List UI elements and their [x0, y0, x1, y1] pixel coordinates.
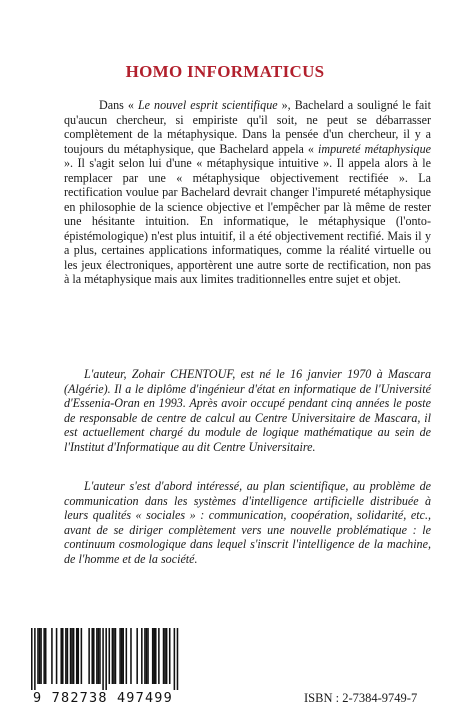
barcode-bar — [119, 628, 121, 684]
barcode-bar — [39, 628, 41, 684]
barcode-bar — [73, 628, 75, 684]
book-title: HOMO INFORMATICUS — [125, 62, 325, 81]
barcode-bar — [130, 628, 132, 684]
barcode-bar — [62, 628, 64, 684]
barcode-bar — [88, 628, 90, 684]
barcode-bar — [37, 628, 39, 684]
barcode-bar — [51, 628, 53, 684]
barcode-bar — [177, 628, 179, 690]
barcode-bar — [169, 628, 171, 684]
barcode-bar — [112, 628, 114, 684]
barcode-bar — [96, 628, 98, 684]
barcode-bar — [67, 628, 69, 684]
barcode-bar — [78, 628, 80, 684]
barcode-bar — [91, 628, 93, 684]
author-bio-text — [64, 367, 431, 454]
barcode-bars — [18, 628, 188, 690]
barcode-bar — [146, 628, 148, 684]
author-bio-paragraph — [64, 367, 431, 454]
barcode-bar — [31, 628, 33, 690]
author-research-text: L'auteur s'est d'abord intéressé, au plan scientifique, au problème de communication dans les systèmes d'intelligence artificielle distribuée à leurs qualités « sociales » : communication, coopération, solidarité, etc., avant de se diriger complètement vers une nouvelle problématique : le continuum cosmologique dans lequel s'inscrit l'intelligence de la machine, de l'homme et de la société. — [64, 479, 431, 566]
summary-text-part-c: ». Il s'agit selon lui d'une « métaphysique intuitive ». Il appela alors à le remplacer par une « métaphysique objectivement rectifiée ». La rectification voulue par Bachelard devrait changer l'impureté métaphysique en philosophie de la science objective et l'empêcher par là même de rester une hésitante intuition. En informatique, le métaphysique (l'onto-épistémologique) n'est plus intuitif, il a été objectivement rectifié. Mais il y a plus, certaines applications informatiques, comme la réalité virtuelle ou les jeux électroniques, apportèrent une autre sorte de rectification, non pas à la métaphysique mais aux limites traditionnelles entre sujet et objet. — [64, 156, 431, 286]
barcode-bar — [152, 628, 154, 684]
barcode-bar — [164, 628, 166, 684]
cited-work-title: Le nouvel esprit scientifique — [137, 98, 278, 112]
author-research-paragraph — [64, 479, 431, 566]
barcode-bar — [144, 628, 146, 684]
barcode-bar — [122, 628, 124, 684]
barcode-bar — [45, 628, 47, 684]
summary-text — [64, 98, 431, 287]
barcode-bar — [93, 628, 95, 684]
barcode-bar — [163, 628, 165, 684]
barcode-bar — [70, 628, 72, 684]
author-name: CHENTOUF — [170, 367, 233, 381]
barcode-bar — [126, 628, 128, 684]
barcode-bar — [105, 628, 107, 690]
barcode-bar — [136, 628, 138, 684]
barcode-bar — [113, 628, 115, 684]
barcode-bar — [166, 628, 168, 684]
barcode-bar — [81, 628, 83, 684]
barcode-bar — [40, 628, 42, 684]
barcode-bar — [147, 628, 149, 684]
barcode-bar — [60, 628, 62, 684]
barcode-bar — [109, 628, 111, 684]
isbn-label: ISBN : 2-7384-9749-7 — [304, 691, 418, 705]
barcode-bar — [141, 628, 143, 684]
summary-text-part-a: Dans « — [99, 98, 138, 112]
barcode-bar — [43, 628, 45, 684]
barcode-bar — [65, 628, 67, 684]
barcode-bar — [99, 628, 101, 684]
barcode-bar — [98, 628, 100, 684]
author-bio-part-b: , est né le 16 janvier 1970 à Mascara (Algérie). Il a le diplôme d'ingénieur d'état en informatique de l'Université d'Essenia-Oran en 1993. Après avoir occupé pendant cinq années le poste de responsable de centre de calcul au Centre Universitaire de Mascara, il est actuellement chargé du module de logique mathématique au sein de l'Institut d'Informatique au dit Centre Universitaire. — [64, 367, 431, 454]
author-bio-part-a: L'auteur, Zohair — [84, 367, 171, 381]
barcode-bar — [155, 628, 157, 684]
barcode-bar — [153, 628, 155, 684]
cited-concept: impureté métaphysique — [317, 141, 431, 156]
barcode-digits: 9 782738 497499 — [33, 690, 173, 706]
barcode-bar — [34, 628, 36, 690]
barcode-bar — [158, 628, 160, 684]
barcode-bar — [102, 628, 104, 690]
barcode-bar — [71, 628, 73, 684]
barcode-bar — [76, 628, 78, 684]
summary-text-part-b: », Bachelard a souligné le fait qu'aucun chercheur, si empiriste qu'il soit, ne peut se débarrasser complètement de la métaphysique. Dans la pensée d'un chercheur, il y a toujours du métaphysique, que Bachelard appela « — [64, 98, 431, 156]
barcode-bar — [115, 628, 117, 684]
barcode-bar — [121, 628, 123, 684]
barcode-bar — [174, 628, 176, 690]
summary-paragraph — [64, 98, 431, 287]
barcode-bar — [56, 628, 58, 684]
